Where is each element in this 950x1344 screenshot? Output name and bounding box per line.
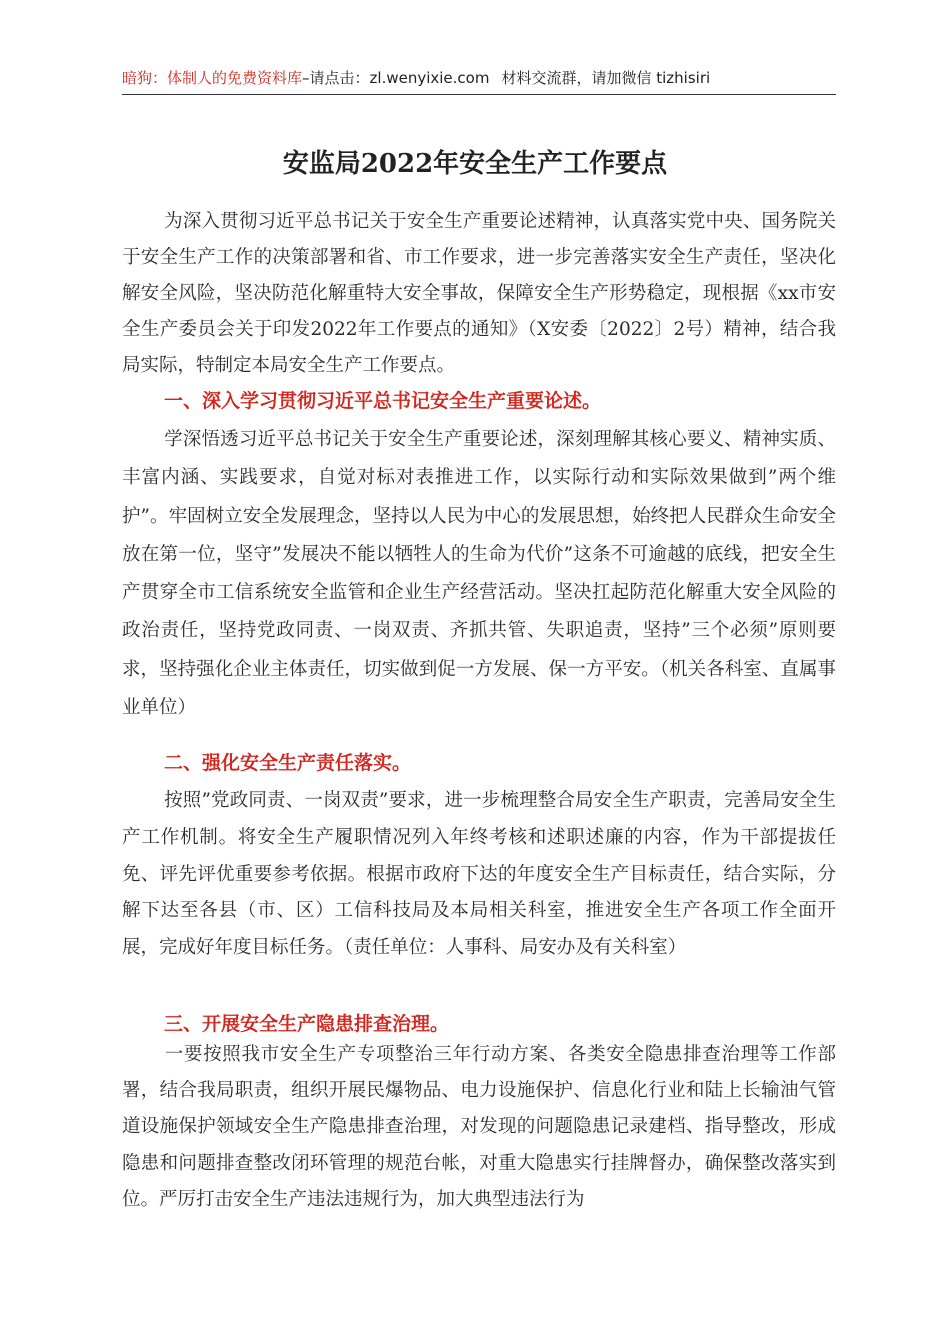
header-click-prompt: –请点击： (302, 69, 370, 87)
section-1-heading: 一、深入学习贯彻习近平总书记安全生产重要论述。 (164, 390, 602, 412)
header-site-name: 暗狗：体制人的免费资料库 (122, 69, 303, 87)
section-3-heading: 三、开展安全生产隐患排查治理。 (164, 1013, 450, 1035)
page-header (122, 66, 836, 95)
section-2-body: 按照”党政同责、一岗双责”要求，进一步梳理整合局安全生产职责，完善局安全生产工作机制。将安全生产履职情况列入年终考核和述职述廉的内容，作为干部提拔任免、评先评优重要参考依据。根据市政府下达的年度安全生产目标责任，结合实际，分解下达至各县（市、区）工信科技局及本局相关科室，推进安全生产各项工作全面开展，完成好年度目标任务。（责任单位：人事科、局安办及有关科室） (122, 790, 836, 959)
section-2-heading: 二、强化安全生产责任落实。 (164, 752, 412, 774)
document-title: 安监局2022年安全生产工作要点 (282, 149, 668, 179)
section-1-body: 学深悟透习近平总书记关于安全生产重要论述，深刻理解其核心要义、精神实质、丰富内涵、实践要求，自觉对标对表推进工作，以实际行动和实际效果做到”两个维护”。牢固树立安全发展理念，坚持以人民为中心的发展思想，始终把人民群众生命安全放在第一位，坚守”发展决不能以牺牲人的生命为代价”这条不可逾越的底线，把安全生产贯穿全市工信系统安全监管和企业生产经营活动。坚决扛起防范化解重大安全风险的政治责任，坚持党政同责、一岗双责、齐抓共管、失职追责，坚持”三个必须”原则要求，坚持强化企业主体责任，切实做到促一方发展、保一方平安。（机关各科室、直属事业单位） (122, 429, 836, 719)
intro-paragraph: 为深入贯彻习近平总书记关于安全生产重要论述精神，认真落实党中央、国务院关于安全生产工作的决策部署和省、市工作要求，进一步完善落实安全生产责任，坚决化解安全风险，坚决防范化解重特大安全事故，保障安全生产形势稳定，现根据《xx市安全生产委员会关于印发2022年工作要点的通知》（X安委〔2022〕2号）精神，结合我局实际，特制定本局安全生产工作要点。 (122, 211, 836, 376)
section-3-body: 一要按照我市安全生产专项整治三年行动方案、各类安全隐患排查治理等工作部署，结合我局职责，组织开展民爆物品、电力设施保护、信息化行业和陆上长输油气管道设施保护领域安全生产隐患排查治理，对发现的问题隐患记录建档、指导整改，形成隐患和问题排查整改闭环管理的规范台帐，对重大隐患实行挂牌督办，确保整改落实到位。严厉打击安全生产违法违规行为，加大典型违法行为 (122, 1044, 836, 1210)
header-link[interactable]: zl.wenyixie.com (369, 69, 490, 87)
header-wechat-note: 材料交流群，请加微信 tizhisiri (501, 69, 711, 87)
